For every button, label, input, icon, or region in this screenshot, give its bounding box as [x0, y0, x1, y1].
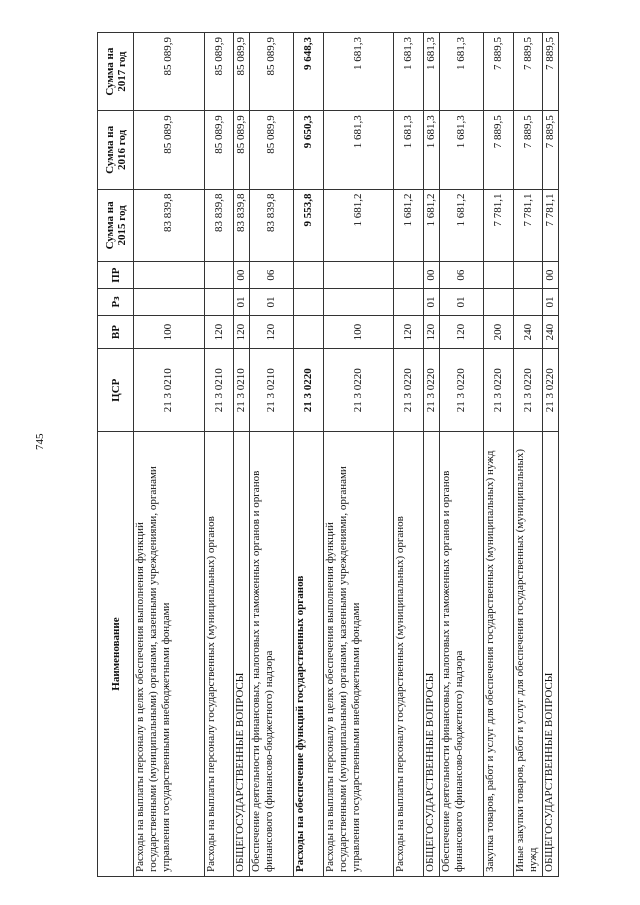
cell-csr: 21 3 0220 [439, 349, 483, 432]
cell-name: Закупка товаров, работ и услуг для обеспечения государственных (муниципальных) нужд [483, 432, 513, 877]
cell-sum-2017: 85 089,9 [204, 33, 234, 111]
table-row [134, 33, 205, 877]
cell-sum-2016: 9 650,3 [294, 111, 324, 189]
cell-vr: 240 [513, 315, 543, 349]
cell-csr: 21 3 0220 [513, 349, 543, 432]
cell-sum-2015: 83 839,8 [249, 189, 293, 262]
cell-name: Расходы на выплаты персоналу государственных (муниципальных) органов [394, 432, 424, 877]
cell-sum-2017: 7 889,5 [513, 33, 543, 111]
page-number: 745 [34, 433, 46, 450]
table-header-row [98, 33, 134, 877]
cell-name: Расходы на обеспечение функций государственных органов [294, 432, 324, 877]
cell-vr: 200 [483, 315, 513, 349]
cell-csr: 21 3 0220 [394, 349, 424, 432]
cell-pr: 00 [234, 262, 249, 289]
cell-name: Расходы на выплаты персоналу государственных (муниципальных) органов [204, 432, 234, 877]
header-sum-2017: Сумма на 2017 год [98, 33, 134, 111]
cell-name: ОБЩЕГОСУДАРСТВЕННЫЕ ВОПРОСЫ [424, 432, 439, 877]
table-row [483, 33, 513, 877]
cell-vr: 240 [543, 315, 559, 349]
cell-pr: 06 [249, 262, 293, 289]
table-row [234, 33, 249, 877]
cell-sum-2017: 1 681,3 [439, 33, 483, 111]
table-row [424, 33, 439, 877]
cell-sum-2016: 85 089,9 [134, 111, 205, 189]
table-row [439, 33, 483, 877]
cell-sum-2015: 7 781,1 [513, 189, 543, 262]
cell-name: Расходы на выплаты персоналу в целях обеспечения выполнения функций государственными (муниципальными) органами, казенными учреждениями, органами управления государственными внебюджетными фондами [134, 432, 205, 877]
cell-vr: 120 [234, 315, 249, 349]
cell-rz [204, 289, 234, 316]
cell-rz: 01 [439, 289, 483, 316]
cell-sum-2017: 7 889,5 [543, 33, 559, 111]
header-csr: ЦСР [98, 349, 134, 432]
cell-pr: 06 [439, 262, 483, 289]
cell-vr: 120 [424, 315, 439, 349]
cell-sum-2016: 7 889,5 [543, 111, 559, 189]
cell-name: ОБЩЕГОСУДАРСТВЕННЫЕ ВОПРОСЫ [234, 432, 249, 877]
cell-csr: 21 3 0210 [234, 349, 249, 432]
cell-csr: 21 3 0220 [483, 349, 513, 432]
cell-csr: 21 3 0210 [249, 349, 293, 432]
cell-vr: 120 [249, 315, 293, 349]
cell-vr [294, 315, 324, 349]
cell-sum-2016: 85 089,9 [204, 111, 234, 189]
cell-pr [134, 262, 205, 289]
cell-vr: 120 [204, 315, 234, 349]
cell-pr [323, 262, 394, 289]
cell-sum-2015: 1 681,2 [394, 189, 424, 262]
cell-name: Расходы на выплаты персоналу в целях обеспечения выполнения функций государственными (муниципальными) органами, казенными учреждениями, органами управления государственными внебюджетными фондами [323, 432, 394, 877]
cell-rz [513, 289, 543, 316]
cell-sum-2017: 85 089,9 [134, 33, 205, 111]
table-row [323, 33, 394, 877]
cell-sum-2015: 1 681,2 [439, 189, 483, 262]
header-name: Наименование [98, 432, 134, 877]
table-row [513, 33, 543, 877]
cell-sum-2017: 85 089,9 [249, 33, 293, 111]
cell-csr: 21 3 0220 [294, 349, 324, 432]
cell-name: Иные закупки товаров, работ и услуг для обеспечения государственных (муниципальных) нужд [513, 432, 543, 877]
header-rz: Рз [98, 289, 134, 316]
rotated-table-container [97, 32, 559, 877]
cell-rz [483, 289, 513, 316]
cell-csr: 21 3 0220 [543, 349, 559, 432]
cell-sum-2015: 1 681,2 [424, 189, 439, 262]
cell-pr [483, 262, 513, 289]
cell-vr: 100 [134, 315, 205, 349]
header-pr: ПР [98, 262, 134, 289]
cell-pr [513, 262, 543, 289]
table-row [394, 33, 424, 877]
header-sum-2015: Сумма на 2015 год [98, 189, 134, 262]
cell-rz [134, 289, 205, 316]
cell-rz [294, 289, 324, 316]
header-sum-2016: Сумма на 2016 год [98, 111, 134, 189]
cell-csr: 21 3 0210 [204, 349, 234, 432]
cell-sum-2016: 1 681,3 [439, 111, 483, 189]
cell-pr [394, 262, 424, 289]
table-row [249, 33, 293, 877]
cell-sum-2016: 85 089,9 [249, 111, 293, 189]
cell-sum-2017: 1 681,3 [323, 33, 394, 111]
cell-sum-2017: 1 681,3 [394, 33, 424, 111]
cell-csr: 21 3 0220 [323, 349, 394, 432]
cell-rz: 01 [249, 289, 293, 316]
cell-pr: 00 [543, 262, 559, 289]
cell-name: ОБЩЕГОСУДАРСТВЕННЫЕ ВОПРОСЫ [543, 432, 559, 877]
cell-pr [204, 262, 234, 289]
cell-sum-2015: 7 781,1 [483, 189, 513, 262]
cell-sum-2017: 85 089,9 [234, 33, 249, 111]
cell-rz: 01 [424, 289, 439, 316]
cell-sum-2017: 9 648,3 [294, 33, 324, 111]
cell-name: Обеспечение деятельности финансовых, налоговых и таможенных органов и органов финансового (финансово-бюджетного) надзора [249, 432, 293, 877]
cell-rz [394, 289, 424, 316]
cell-sum-2015: 83 839,8 [134, 189, 205, 262]
header-vr: ВР [98, 315, 134, 349]
table-row [294, 33, 324, 877]
cell-sum-2016: 1 681,3 [424, 111, 439, 189]
cell-csr: 21 3 0210 [134, 349, 205, 432]
cell-vr: 120 [394, 315, 424, 349]
cell-sum-2015: 83 839,8 [234, 189, 249, 262]
cell-sum-2015: 1 681,2 [323, 189, 394, 262]
cell-rz: 01 [543, 289, 559, 316]
cell-sum-2016: 7 889,5 [513, 111, 543, 189]
cell-vr: 120 [439, 315, 483, 349]
cell-sum-2015: 83 839,8 [204, 189, 234, 262]
cell-csr: 21 3 0220 [424, 349, 439, 432]
cell-rz [323, 289, 394, 316]
cell-sum-2015: 7 781,1 [543, 189, 559, 262]
cell-name: Обеспечение деятельности финансовых, налоговых и таможенных органов и органов финансового (финансово-бюджетного) надзора [439, 432, 483, 877]
cell-sum-2016: 85 089,9 [234, 111, 249, 189]
table-row [543, 33, 559, 877]
table-row [204, 33, 234, 877]
cell-rz: 01 [234, 289, 249, 316]
cell-sum-2017: 1 681,3 [424, 33, 439, 111]
cell-sum-2016: 1 681,3 [323, 111, 394, 189]
cell-sum-2016: 1 681,3 [394, 111, 424, 189]
cell-vr: 100 [323, 315, 394, 349]
budget-table [97, 32, 559, 877]
cell-pr: 00 [424, 262, 439, 289]
cell-sum-2017: 7 889,5 [483, 33, 513, 111]
cell-sum-2016: 7 889,5 [483, 111, 513, 189]
cell-sum-2015: 9 553,8 [294, 189, 324, 262]
cell-pr [294, 262, 324, 289]
